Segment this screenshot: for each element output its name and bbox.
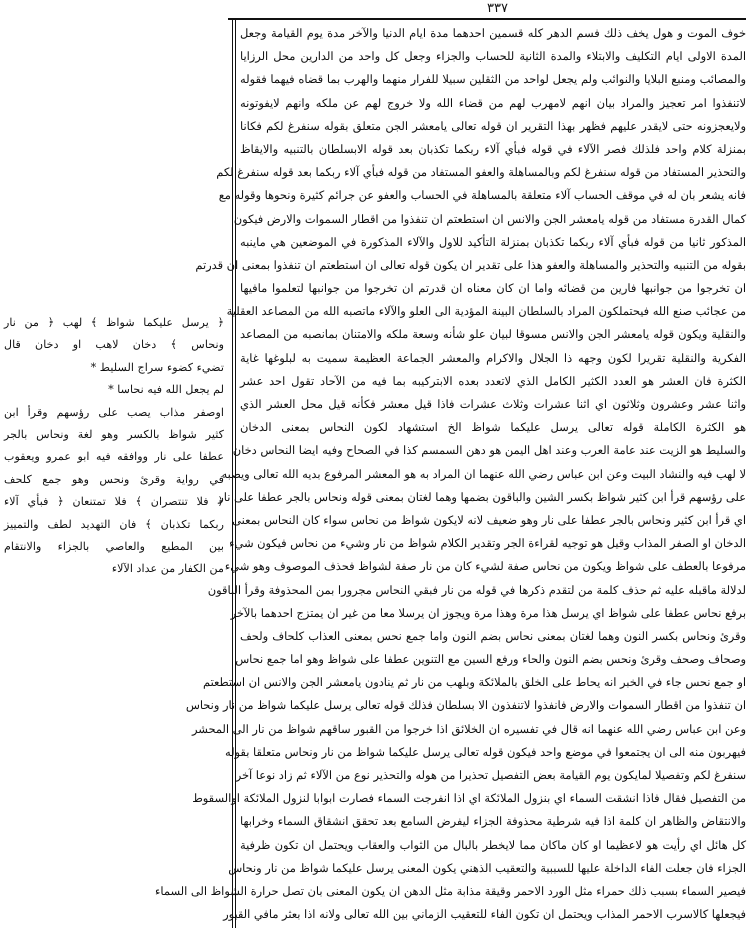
main-text-line: فيجعلها كالاسرب الاحمر المذاب ويحتمل ان تكون الفاء للتعقيب الزماني بين الله تعالى ولانه اذا بعثر مافي القبور	[223, 907, 746, 922]
main-text-line: مرفوعا بالعطف على شواظ ويكون من نحاس صفة لشيء كان من نار صفة لشواظ فحذف الموصوف وهو شيء	[224, 559, 746, 574]
main-text-line: الكثرة فان العشر هو العدد الكثير الكامل الذي لاتعدد بعده الابتركيبه بما فيه من الآحاد تقول احد عشر	[240, 373, 746, 388]
main-text-line: لاتنفذوا امر تعجيز والمراد بيان انهم لامهرب لهم من قضاء الله ولا خروج لهم عن ملكه وانهم لايفوتونه	[240, 95, 746, 110]
main-text-line: او جمع نحس جاء في الخبر انه يحاط على الخلق بالملائكة وبلهب من نار ثم ينادون يامعشر الجن والانس ان استطعتم	[203, 675, 746, 690]
header-rule	[228, 18, 746, 20]
margin-text-line: ونحاس ﴾ دخان لاهب او دخان قال	[4, 338, 224, 352]
main-text-line: فانه يشعر بان له في موقف الحساب آلاء متعلقة بالمساهلة في الحساب والعفو عن جرائم كثيرة ونحوها وقوله مع	[218, 188, 746, 203]
margin-text-line: من الكفار من عداد الآلاء	[111, 562, 224, 576]
margin-text-line: بين المطيع والعاصي بالجزاء والانتقام	[4, 539, 224, 553]
main-text-line: ولايعجزونه حتى لايقدر عليهم فظهر بهذا التقرير ان قوله تعالى يامعشر الجن متعلق بقوله سنفرغ لكم فكانا	[240, 118, 746, 133]
margin-text-line: اوصفر مذاب يصب على رؤسهم وقرأ ابن	[4, 405, 224, 419]
margin-text-line: لم يجعل الله فيه نحاسا *	[108, 383, 224, 397]
main-text-line: الجزاء فان جعلت الفاء الداخلة عليها للسببية والتعقيب الذهني يكون المعنى يرسل عليكما شواظ من نار ونحاس	[228, 860, 746, 875]
main-text-line: بمنزلة كلام واحد فلذلك فصر الآلاء في قوله فبأي آلاء ربكما تكذبان بعد قوله الابسلطان بالتنبيه والايقاظ	[240, 141, 746, 156]
main-text-line: والسليط هو الزيت عند عامة العرب وعند اهل اليمن هو دهن السمسم كذا في الصحاح وفيه ايضا النحاس دخان	[232, 443, 746, 458]
main-text-line: هو الكثرة الكاملة قوله تعالى يرسل عليكما شواظ الخ استشهاد لكون النحاس بمعنى الدخان	[240, 420, 746, 435]
margin-text-line: ﴿ يرسل عليكما شواظ ﴾ لهب ﴿ من نار	[4, 316, 224, 329]
main-text-line: والانتقاض والظاهر ان كلمة اذا فيه شرطية محذوفة الجزاء ليفرض السامع بعد تحقق انشقاق السماء وخرابها	[240, 814, 746, 829]
main-text-line: كمال القدرة مستفاد من قوله يامعشر الجن والانس ان استطعتم ان تنفذوا من اقطار السموات والارض فيكون	[233, 211, 746, 226]
main-text-line: خوف الموت و هول يخف ذلك فسم الدهر كله قسمين احدهما مدة ايام الدنيا والآخر مدة يوم القيامة وجعل	[240, 26, 746, 40]
main-text-line: فيهربون منه الى ان يجتمعوا في موضع واحد فيكون قوله تعالى يرسل عليكما شواظ من نار ونحاس متعلقا بقوله	[224, 744, 746, 759]
main-text-line: الدخان او الصفر المذاب وقيل هو توجيه لقراءة الجر وتقدير الكلام شواظ من نار وشيء من نحاس فيكون شيء	[229, 536, 746, 551]
main-text-line: على رؤسهم قرأ ابن كثير شواظ بكسر الشين والباقون بضمها وهما لغتان بمعنى قوله ونحاس بالجر عطفا على نار	[218, 489, 746, 504]
main-text-line: سنفرغ لكم وتفصيلا لمايكون يوم القيامة بعض التفصيل تحذيرا من هوله والتحذير نوع من الآلاء ثم زاد نوعا آخر	[235, 768, 746, 782]
margin-text-line: عطفا على نار ووافقه فيه ابو عمرو ويعقوب	[4, 450, 224, 464]
main-text-line: فيصير السماء بسبب ذلك حمراء مثل الورد الاحمر وقيقة مذابة مثل الدهن ان يكون المعنى بان تصل حرارة الشواظ الى السماء	[155, 883, 746, 898]
margin-text-line: ربكما تكذبان ﴾ فان التهديد لطف والتمييز	[4, 517, 224, 531]
main-text-line: والتحذير المستفاد من قوله سنفرغ لكم وبالمساهلة والعفو المستفاد من قوله فبأي آلاء ربكما بعد قوله سنفرغ لكم	[216, 165, 746, 180]
main-text-line: لا لهب فيه والنشاد البيت وعن ابن عباس رضي الله عنهما ان المراد به هو المعشر المرفوع بديه الله تعالى ويصبه	[221, 466, 746, 481]
main-text-line: وعن ابن عباس رضي الله عنهما انه قال في تفسيره ان الخلائق اذا خرجوا من القبور ساقهم شواظ من نار الى المحشر	[192, 721, 746, 736]
margin-text-line: تضيء كضوء سراج السليط *	[90, 360, 224, 374]
page-number: ٣٣٧	[487, 1, 508, 16]
margin-text-line: ﴿ فلا تنتصران ﴾ فلا تمتنعان ﴿ فبأي آلاء	[4, 495, 224, 509]
main-text-line: وقرئ ونحاس بكسر النون وهما لغتان بمعنى نحاس بضم النون واما جمع نحس بمعنى العذاب كلحاف ولحف	[240, 628, 746, 643]
main-text-line: واثنا عشر وعشرون وثلاثون اي اثنا عشرات وثلاث عشرات فاذا قيل معشر فكأنه قيل محل العشر الذي	[240, 397, 746, 411]
main-text-line: كل هائل اي رأيت هو لاعظيما او كان ماكان مما لايخطر بالبال من الثواب والعقاب ويحتمل ان تكون ظرفية	[240, 837, 746, 852]
main-text-line: وصحاف وصحف وقرئ ونحس بضم النون والحاء ورفع السين مع التنوين عطفا على شواظ وهو اما جمع نحاس	[235, 652, 746, 667]
main-text-line: ان تنفذوا من اقطار السموات والارض فانفذوا لاتنفذون الا بسلطان فذلك قوله تعالى يرسل عليكما شواظ من نار ونحاس	[185, 698, 746, 713]
main-text-line: والنقلية ويكون قوله يامعشر الجن والانس مسوقا لبيان علو شأنه وسعة ملكه والامتنان بمانصبه من المصاعد	[240, 327, 746, 342]
main-text-line: من عجائب صنع الله فيحتملكون المراد بالسلطان البينة المؤدية الى العلو والآلاء ماتصبه الله من المصاعد العقلية	[226, 304, 746, 319]
main-text-line: برفع نحاس عطفا على شواظ اي يرسل هذا مرة وهذا مرة ويجوز ان يرسلا معا من غير ان يمتزج احدهما بالآخر	[230, 605, 746, 620]
main-text-line: المذكور ثانيا من قوله فبأي آلاء ربكما تكذبان بمنزلة التأكيد للاول والآلاء المذكورة في الموضعين هي ماينبه	[240, 234, 746, 249]
margin-text-line: كثير شواظ بالكسر وهو لغة ونحاس بالجر	[4, 427, 224, 441]
main-text-line: ان تخرجوا من جوانبها فارين من قضائه واما ان كان معناه ان قدرتم ان تخرجوا من جوانبها لتعلموا مافيها	[240, 281, 746, 296]
margin-commentary	[4, 312, 224, 632]
main-text-line: الفكرية والنقلية تقريرا لكون وجهه ذا الجلال والاكرام والمعشر الجماعة العظيمة سميت به لبلوغها غاية	[240, 350, 746, 365]
main-text-line: لدلالة ماقبله عليه ثم حذف كلمة من لتقدم ذكرها في قوله من نار فبقي النحاس مجرورا بمن المحذوفة وقرأ الباقون	[207, 582, 746, 597]
margin-text-line: في رواية وقرئ ونحس وهو جمع كلحف	[4, 472, 224, 486]
main-text-line: بقوله من التنبيه والتحذير والمساهلة والعفو هذا على تقدير ان يكون قوله تعالى ان استطعتم ان تنفذوا بمعنى ان قدرتم	[195, 257, 746, 272]
main-text-line: اي قرأ ابن كثير ونحاس بالجر عطفا على نار وهو ضعيف لانه لايكون شواظ من نحاس سواء كان النحاس بمعنى	[232, 512, 746, 527]
main-text-line: المدة الاولى ايام التكليف والابتلاء والمدة الثانية للحساب والجزاء وجعل كل واحد من الدارين محل الرزايا	[240, 49, 746, 64]
main-text-line: من التفصيل فقال فاذا انشقت السماء اي بنزول الملائكة اي اذا انفرجت السماء فصارت ابوابا لنزول الملائكة اوالسقوط	[192, 791, 746, 806]
main-text-line: والمصائب ومنبع البلايا والنوائب ولم يجعل لواحد من الثقلين سبيلا للفرار منهما والهرب بما قضاه فيهما فقوله	[240, 72, 746, 87]
